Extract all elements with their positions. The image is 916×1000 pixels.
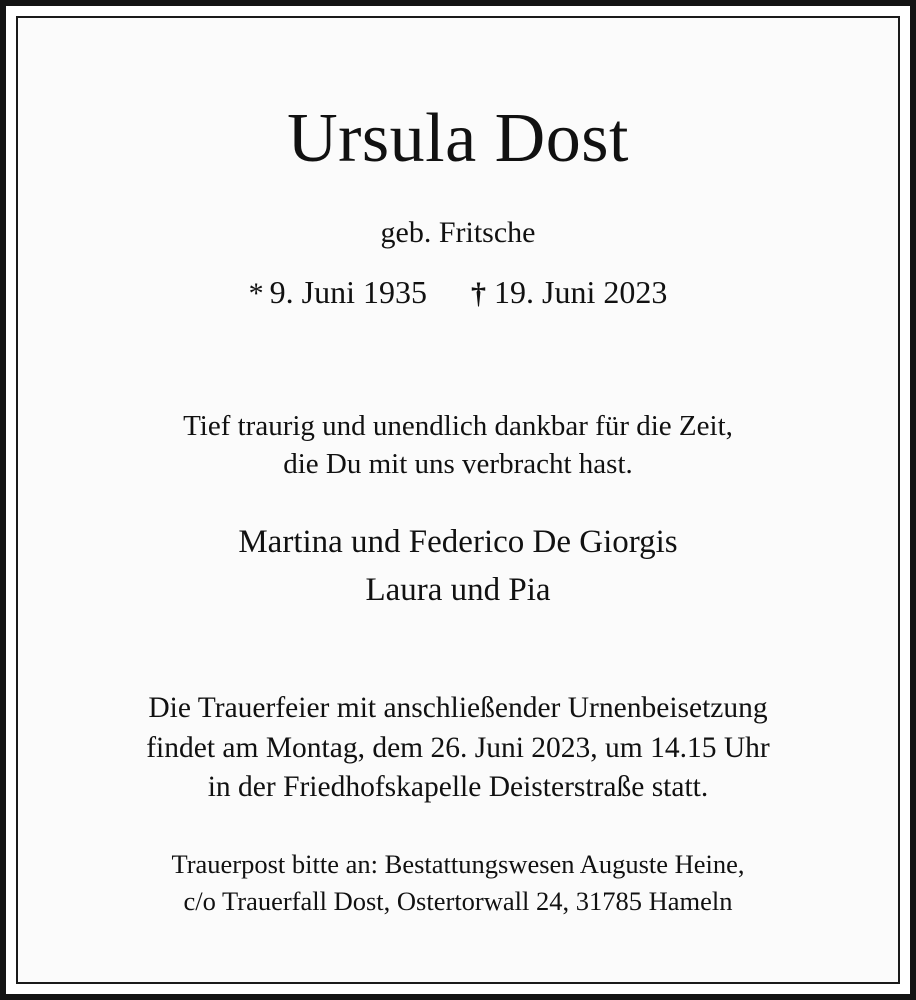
birth-star-icon: *: [248, 276, 264, 310]
ceremony-line-1: Die Trauerfeier mit anschließender Urnenbeisetzung: [148, 691, 768, 724]
notice-inner-frame: [16, 16, 900, 984]
verse-line-1: Tief traurig und unendlich dankbar für die Zeit,: [183, 409, 733, 442]
life-dates: [249, 274, 668, 311]
family-line-2: Laura und Pia: [365, 571, 551, 608]
contact-details: [171, 846, 744, 919]
ceremony-line-3: in der Friedhofskapelle Deisterstraße statt.: [207, 771, 709, 804]
memorial-verse: [183, 407, 733, 484]
family-names: [238, 519, 677, 615]
birth-date-group: [249, 274, 427, 311]
ceremony-line-2: findet am Montag, dem 26. Juni 2023, um 14.15 Uhr: [146, 731, 770, 764]
death-date-group: [471, 274, 667, 311]
death-cross-icon: †: [471, 276, 486, 310]
ceremony-details: [146, 689, 770, 808]
deceased-name: Ursula Dost: [287, 100, 629, 177]
death-date: 19. Juni 2023: [494, 273, 668, 310]
maiden-name: geb. Fritsche: [380, 215, 536, 249]
verse-line-2: die Du mit uns verbracht hast.: [283, 447, 633, 480]
family-line-1: Martina und Federico De Giorgis: [238, 524, 678, 561]
contact-line-2: c/o Trauerfall Dost, Ostertorwall 24, 31785 Hameln: [183, 885, 733, 916]
birth-date: 9. Juni 1935: [269, 273, 427, 310]
contact-line-1: Trauerpost bitte an: Bestattungswesen Auguste Heine,: [171, 849, 745, 880]
